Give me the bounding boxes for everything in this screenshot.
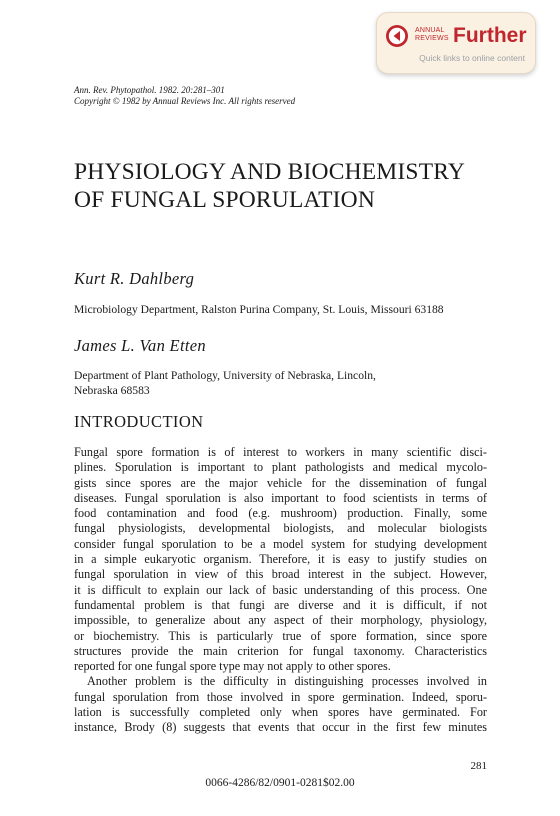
text-line: fundamental problem is that fungi are diverse and it is difficult, if not xyxy=(74,597,487,612)
text-line: fungal sporulation in view of this broad interest in the subject. However, xyxy=(74,567,487,582)
text-line: or biochemistry. This is particularly true of spore formation, since spore xyxy=(74,628,487,643)
author-name: Kurt R. Dahlberg xyxy=(74,269,195,288)
text-line: fungal sporulation from those involved in spore germination. Indeed, sporu- xyxy=(74,689,487,704)
text-line: Fungal spore formation is of interest to workers in many scientific disci- xyxy=(74,445,487,459)
footer-code: 0066-4286/82/0901-0281$02.00 xyxy=(205,777,355,789)
text-line: plines. Sporulation is important to plant pathologists and medical mycolo- xyxy=(74,460,487,475)
text-line: impossible, to generalize about any aspect of their morphology, physiology, xyxy=(74,613,487,628)
text-line: diseases. Fungal sporulation is also important to food scientists in terms of xyxy=(74,490,487,505)
title-line: OF FUNGAL SPORULATION xyxy=(74,187,376,213)
text-line: Another problem is the difficulty in distinguishing processes involved in xyxy=(87,674,487,689)
speaker-arrow-icon xyxy=(385,24,409,48)
author-name: James L. Van Etten xyxy=(74,336,206,355)
badge-brand-line1: ANNUAL xyxy=(415,27,445,34)
badge-brand-line2: REVIEWS xyxy=(415,35,449,42)
text-line: reported for one fungal spore type may not apply to other spores. xyxy=(74,659,391,674)
journal-copyright: Copyright © 1982 by Annual Reviews Inc. All rights reserved xyxy=(74,96,296,106)
text-line: fungal physiologists, developmental biologists, and molecular biologists xyxy=(74,521,487,536)
article-title xyxy=(74,158,465,214)
journal-info xyxy=(74,85,295,107)
title-line: PHYSIOLOGY AND BIOCHEMISTRY xyxy=(74,159,466,185)
text-line: in a simple eukaryotic organism. Therefore, it is easy to justify studies on xyxy=(74,552,487,567)
text-line: instance, Brody (8) suggests that events that occur in the first few minutes xyxy=(74,720,487,735)
author-affiliation xyxy=(74,368,376,398)
badge-title: Further xyxy=(453,24,527,47)
further-badge[interactable] xyxy=(376,12,536,74)
text-line: structures provide the main criterion for fungal taxonomy. Characteristics xyxy=(74,643,487,658)
text-line: consider fungal sporulation to be a model system for studying development xyxy=(74,536,487,551)
text-line: gists since spores are the major vehicle for the dissemination of fungal xyxy=(74,475,487,490)
author-affiliation xyxy=(74,302,444,317)
affiliation-line: Nebraska 68583 xyxy=(74,384,150,397)
text-line: it is difficult to explain our lack of basic understanding of this process. One xyxy=(74,582,487,597)
text-line: lation is successfully completed only when spores have germinated. For xyxy=(74,705,487,720)
body-text xyxy=(74,445,487,736)
affiliation-line: Microbiology Department, Ralston Purina Company, St. Louis, Missouri 63188 xyxy=(74,303,444,316)
badge-subtitle: Quick links to online content xyxy=(419,53,525,63)
page-number: 281 xyxy=(470,760,487,772)
journal-citation: Ann. Rev. Phytopathol. 1982. 20:281–301 xyxy=(74,85,225,95)
text-line: food contamination and food (e.g. mushroom) production. Finally, some xyxy=(74,506,487,521)
affiliation-line: Department of Plant Pathology, University of Nebraska, Lincoln, xyxy=(74,369,376,382)
section-heading: INTRODUCTION xyxy=(74,412,204,431)
